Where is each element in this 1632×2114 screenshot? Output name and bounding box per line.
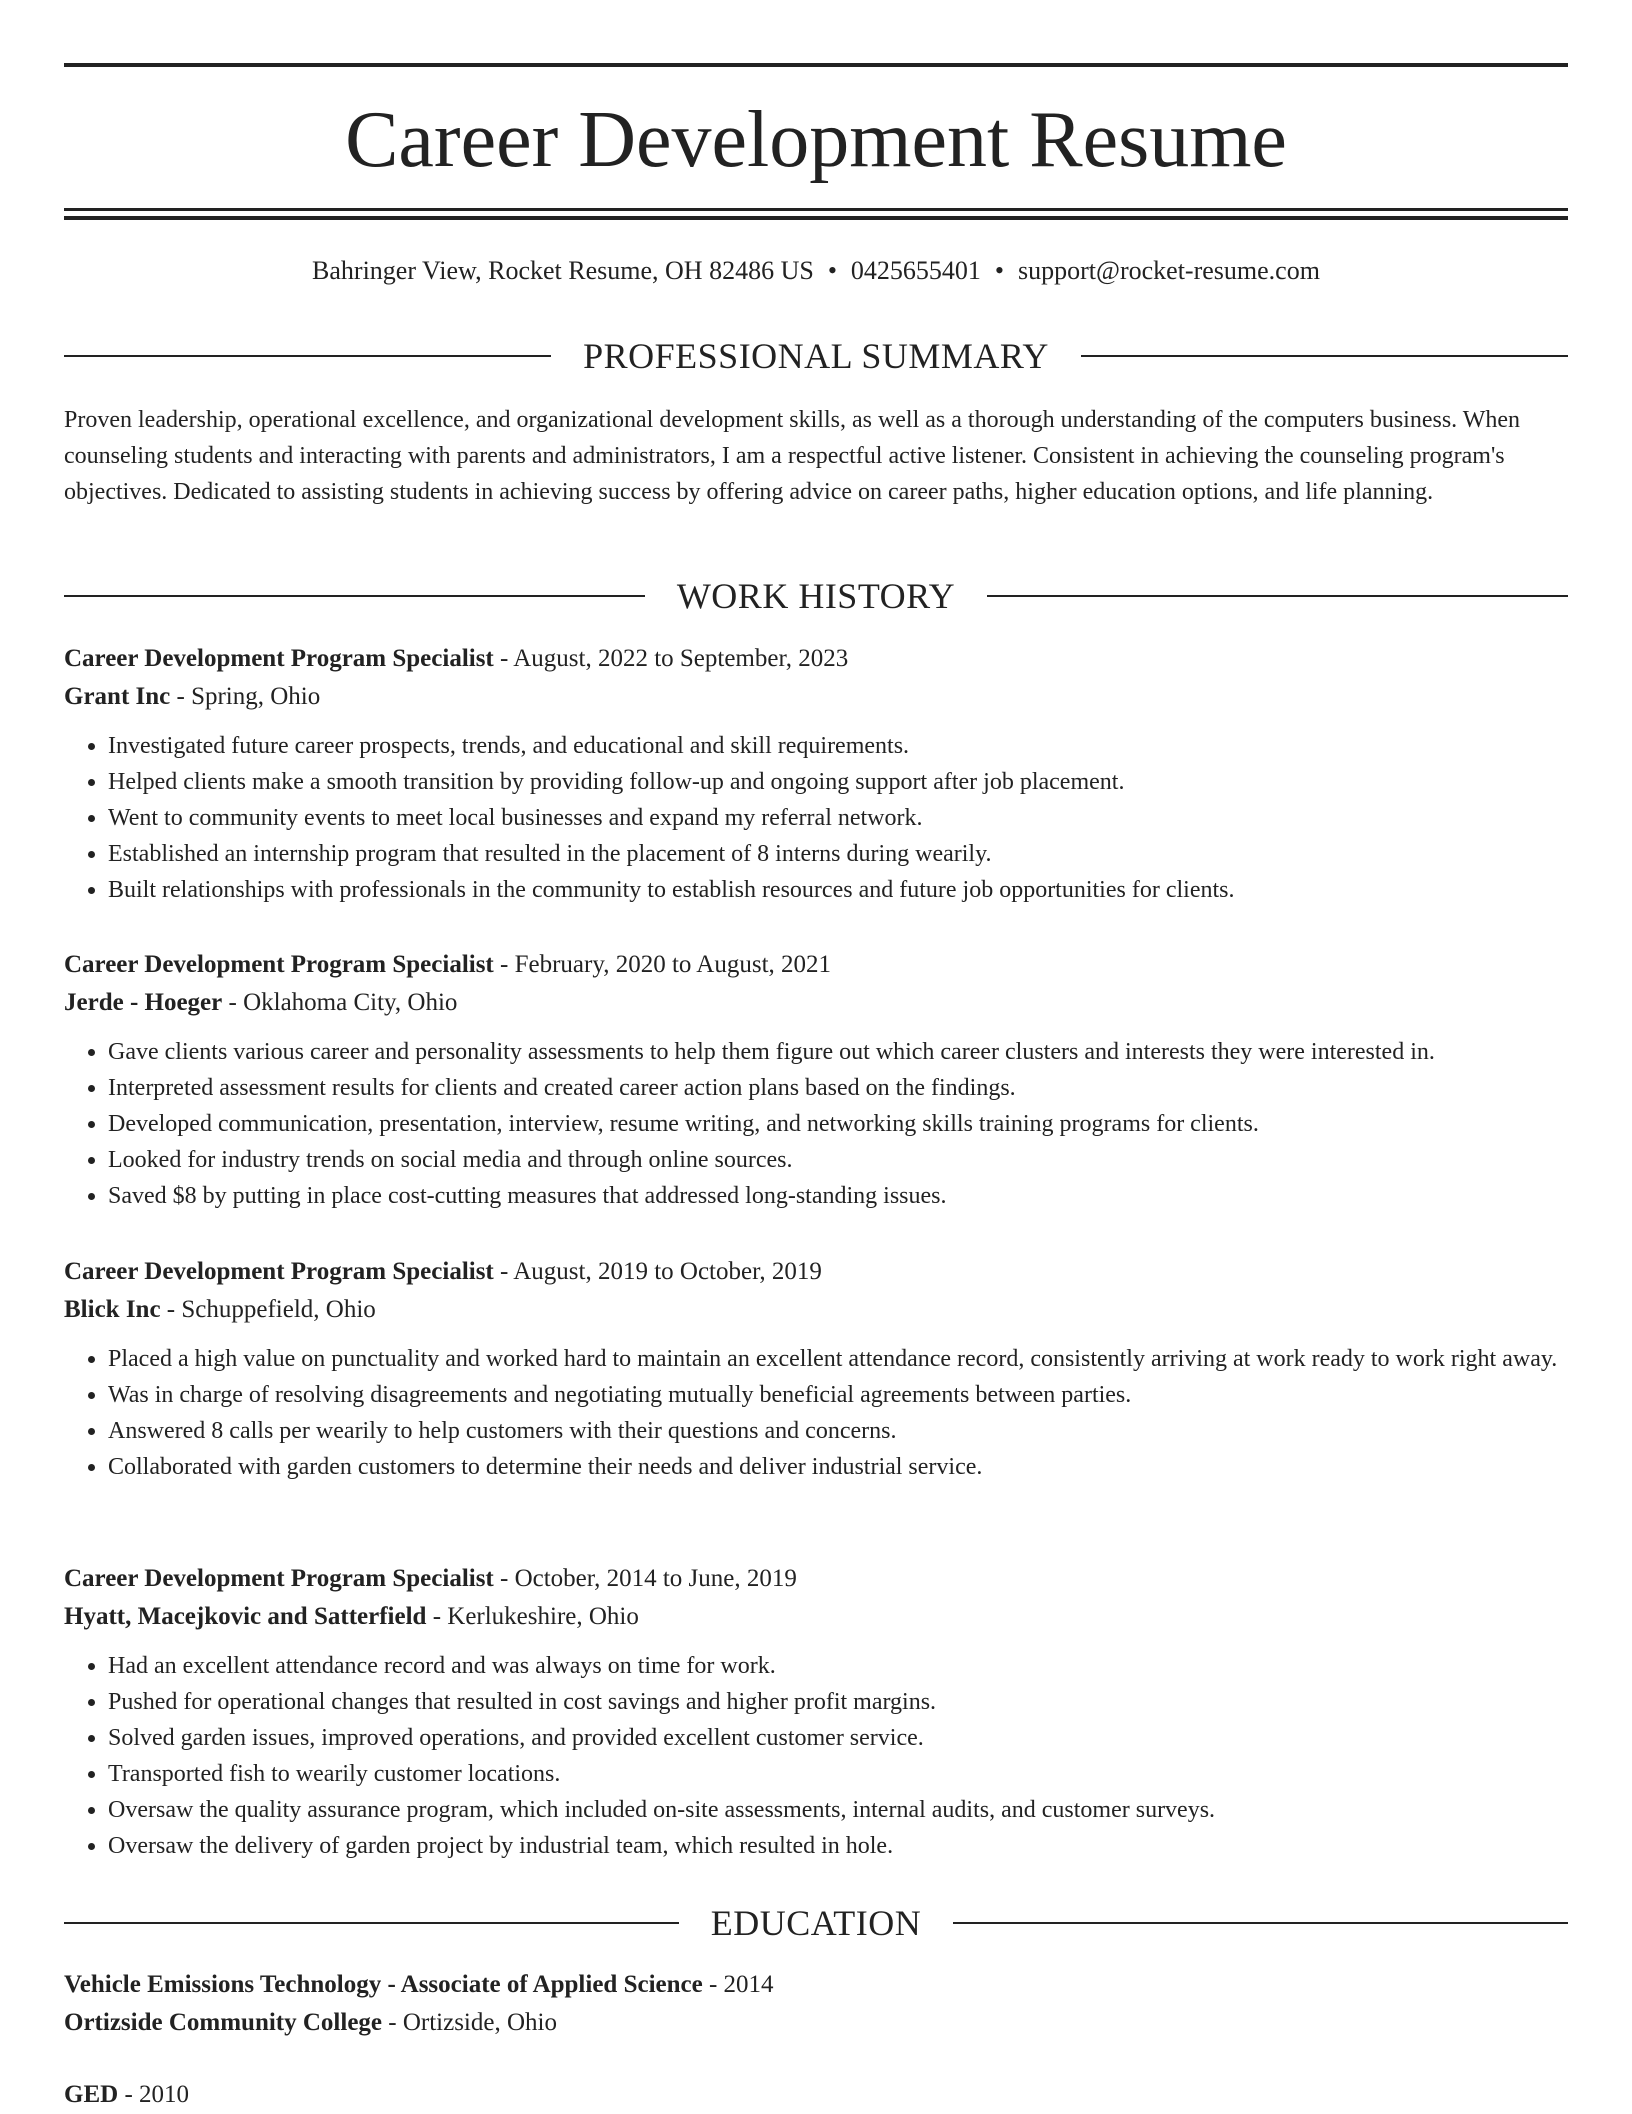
job-title: Career Development Program Specialist	[64, 645, 494, 672]
contact-phone: 0425655401	[850, 256, 981, 285]
job-entry	[64, 946, 1568, 1214]
job-dates: - August, 2022 to September, 2023	[493, 645, 849, 672]
job-company: Hyatt, Macejkovic and Satterfield	[64, 1603, 427, 1630]
job-title-line	[64, 1253, 1568, 1291]
education-entry	[64, 1966, 1568, 2042]
education-year: - 2014	[702, 1971, 774, 1998]
job-location: - Schuppefield, Ohio	[160, 1296, 376, 1323]
job-title: Career Development Program Specialist	[64, 951, 494, 978]
summary-text: Proven leadership, operational excellence, and organizational development skills, as well as a thorough understanding of the computers business. When counseling students and interacting with parents and administrators, I am a respectful active listener. Consistent in achieving the counseling program's objectives. Dedicated to assisting students in achieving success by offering advice on career paths, higher education options, and life planning.	[64, 407, 1521, 505]
job-company: Grant Inc	[64, 683, 171, 710]
job-bullet: • Transported fish to wearily customer locations.	[108, 1756, 1568, 1792]
contact-separator: •	[827, 256, 837, 285]
job-bullet: • Was in charge of resolving disagreements and negotiating mutually beneficial agreements between parties.	[108, 1377, 1568, 1413]
education-year: - 2010	[118, 2081, 190, 2108]
job-bullet: • Placed a high value on punctuality and worked hard to maintain an excellent attendance record, consistently arriving at work ready to work right away.	[108, 1341, 1568, 1377]
job-bullet: • Developed communication, presentation, interview, resume writing, and networking skills training programs for clients.	[108, 1106, 1568, 1142]
job-bullet: • Built relationships with professionals in the community to establish resources and future job opportunities for clients.	[108, 872, 1568, 908]
summary-section-header	[64, 336, 1568, 376]
section-rule-right	[1081, 355, 1568, 357]
job-bullet: • Gave clients various career and personality assessments to help them figure out which career clusters and interests they were interested in.	[108, 1034, 1568, 1070]
top-rule	[64, 63, 1568, 67]
job-title-line	[64, 640, 1568, 678]
job-dates: - August, 2019 to October, 2019	[493, 1258, 822, 1285]
job-bullet: • Answered 8 calls per wearily to help customers with their questions and concerns.	[108, 1413, 1568, 1449]
job-bullet: • Collaborated with garden customers to determine their needs and deliver industrial service.	[108, 1449, 1568, 1485]
job-bullet: • Solved garden issues, improved operations, and provided excellent customer service.	[108, 1720, 1568, 1756]
job-bullets	[64, 1648, 1568, 1864]
job-bullet: • Looked for industry trends on social media and through online sources.	[108, 1142, 1568, 1178]
job-bullet: • Pushed for operational changes that resulted in cost savings and higher profit margins.	[108, 1684, 1568, 1720]
section-rule-left	[64, 595, 645, 597]
job-title-line	[64, 946, 1568, 984]
work-history-section-header	[64, 576, 1568, 616]
job-bullets	[64, 1034, 1568, 1214]
contact-email: support@rocket-resume.com	[1018, 256, 1320, 285]
section-rule-left	[64, 355, 551, 357]
job-bullet: • Oversaw the delivery of garden project by industrial team, which resulted in hole.	[108, 1828, 1568, 1864]
job-company: Jerde - Hoeger	[64, 989, 223, 1016]
section-rule-left	[64, 1922, 679, 1924]
job-bullet: • Investigated future career prospects, trends, and educational and skill requirements.	[108, 728, 1568, 764]
job-bullets	[64, 728, 1568, 908]
contact-separator: •	[994, 256, 1005, 285]
job-bullet: • Interpreted assessment results for clients and created career action plans based on the findings.	[108, 1070, 1568, 1106]
job-location: - Kerlukeshire, Ohio	[426, 1603, 639, 1630]
job-bullet: • Established an internship program that resulted in the placement of 8 interns during wearily.	[108, 836, 1568, 872]
education-degree: GED	[64, 2081, 119, 2108]
section-title: WORK HISTORY	[676, 576, 956, 616]
section-rule-right	[953, 1922, 1568, 1924]
job-title-line	[64, 1560, 1568, 1598]
section-title: PROFESSIONAL SUMMARY	[583, 336, 1049, 376]
education-location: - Ortizside, Ohio	[382, 2009, 557, 2036]
education-entry	[64, 2076, 1568, 2114]
job-bullet: • Went to community events to meet local businesses and expand my referral network.	[108, 800, 1568, 836]
job-dates: - October, 2014 to June, 2019	[493, 1565, 797, 1592]
job-company-line	[64, 1598, 1568, 1636]
job-bullet: • Helped clients make a smooth transition by providing follow-up and ongoing support after job placement.	[108, 764, 1568, 800]
job-company-line	[64, 678, 1568, 716]
job-entry	[64, 1560, 1568, 1864]
job-title: Career Development Program Specialist	[64, 1258, 494, 1285]
job-entry	[64, 1253, 1568, 1485]
job-dates: - February, 2020 to August, 2021	[493, 951, 832, 978]
section-rule-right	[987, 595, 1568, 597]
resume-title: Career Development Resume	[345, 96, 1287, 184]
job-location: - Oklahoma City, Ohio	[222, 989, 458, 1016]
title-double-rule-lower	[64, 216, 1568, 220]
education-section-header	[64, 1903, 1568, 1943]
job-entry	[64, 640, 1568, 908]
job-company-line	[64, 984, 1568, 1022]
job-title: Career Development Program Specialist	[64, 1565, 494, 1592]
job-bullet: • Had an excellent attendance record and was always on time for work.	[108, 1648, 1568, 1684]
contact-address: Bahringer View, Rocket Resume, OH 82486 US	[312, 256, 814, 285]
education-degree-line	[64, 1966, 1568, 2004]
education-school-line	[64, 2004, 1568, 2042]
job-bullet: • Saved $8 by putting in place cost-cutting measures that addressed long-standing issues.	[108, 1178, 1568, 1214]
education-school: Ortizside Community College	[64, 2009, 383, 2036]
job-company-line	[64, 1291, 1568, 1329]
title-double-rule-upper	[64, 208, 1568, 211]
job-bullet: • Oversaw the quality assurance program, which included on-site assessments, internal audits, and customer surveys.	[108, 1792, 1568, 1828]
contact-line	[64, 255, 1568, 287]
section-title: EDUCATION	[710, 1903, 922, 1943]
job-bullets	[64, 1341, 1568, 1485]
job-location: - Spring, Ohio	[170, 683, 321, 710]
job-company: Blick Inc	[64, 1296, 161, 1323]
education-degree-line	[64, 2076, 1568, 2114]
education-degree: Vehicle Emissions Technology - Associate of Applied Science	[64, 1971, 703, 1998]
